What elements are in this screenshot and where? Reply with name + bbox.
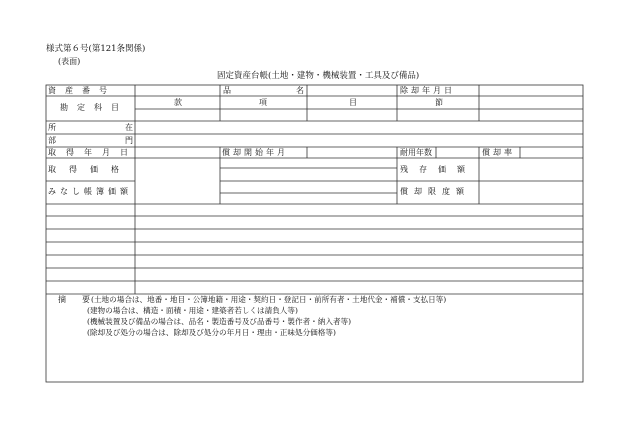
form-side-label: (表面) <box>58 57 81 66</box>
form-number: 様式第６号(第121条関係) <box>46 44 146 54</box>
department-label-2: 門 <box>125 136 133 145</box>
asset-number-label: 資産番号 <box>48 86 116 95</box>
location-label-2: 在 <box>125 123 133 132</box>
deemed-book-value-label: みなし帳簿価額 <box>48 187 132 196</box>
depreciation-rate-label: 償却率 <box>482 148 515 157</box>
remarks-label: 摘 要 <box>58 295 90 304</box>
residual-value-label: 残存価額 <box>400 165 476 174</box>
acquisition-price-label: 取得価格 <box>48 165 132 174</box>
item-name-label-2: 名 <box>296 86 304 95</box>
account-title-label: 勘定科目 <box>60 103 128 112</box>
depreciation-limit-label: 償却限度額 <box>400 187 470 196</box>
remarks-line-1: (土地の場合は、地番・地目・公簿地籍・用途・契約日・登記日・前所有者・土地代金・補償・支払日等) <box>91 295 447 304</box>
kan-label: 款 <box>174 98 182 107</box>
moku-label: 目 <box>349 98 357 107</box>
depreciation-start-label: 償却開始年月 <box>222 148 288 157</box>
setsu-label: 節 <box>435 98 443 107</box>
form-title: 固定資産台帳(土地・建物・機械装置・工具及び備品) <box>217 71 420 81</box>
kou-label: 項 <box>259 98 267 107</box>
useful-life-label: 耐用年数 <box>400 148 432 157</box>
acquisition-date-label: 取得年月日 <box>48 148 138 157</box>
remarks-line-4: (除却及び処分の場合は、除却及び処分の年月日・理由・正味処分価格等) <box>87 328 336 337</box>
location-label-1: 所 <box>48 123 56 132</box>
remarks-line-3: (機械装置及び備品の場合は、品名・製造番号及び品番号・製作者・納入者等) <box>87 317 352 326</box>
remarks-line-2: (建物の場合は、構造・面積・用途・建築者若しくは請負人等) <box>87 306 298 315</box>
item-name-label-1: 品 <box>223 86 231 95</box>
disposal-date-label: 除却年月日 <box>400 86 455 95</box>
department-label-1: 部 <box>48 136 56 145</box>
